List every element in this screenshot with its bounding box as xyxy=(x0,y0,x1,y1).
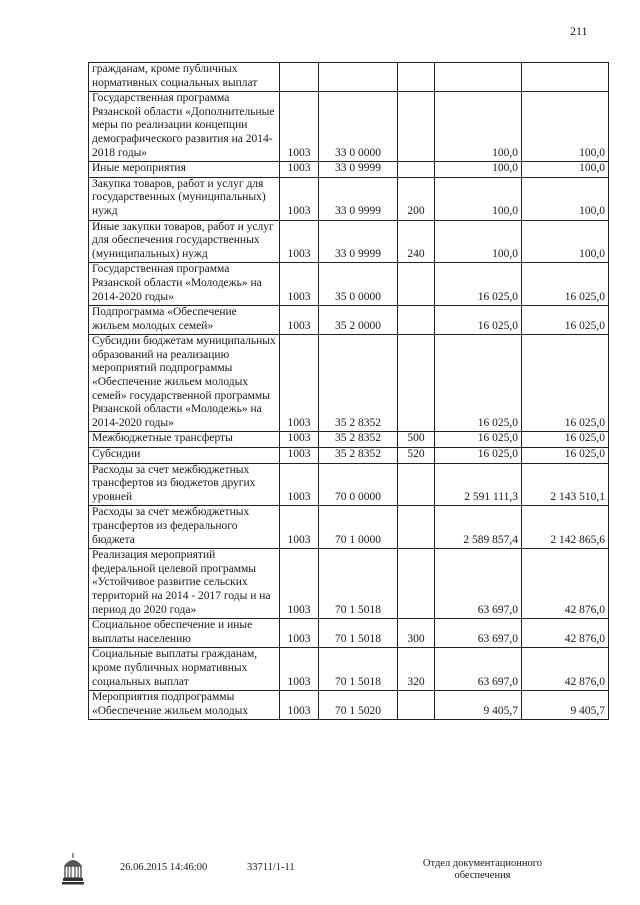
row-amount-2017-cell: 100,0 xyxy=(522,177,609,220)
row-section-code-cell: 1003 xyxy=(280,162,319,178)
table-row xyxy=(89,691,609,720)
row-amount-2017-cell: 16 025,0 xyxy=(522,432,609,448)
row-section-code-cell: 1003 xyxy=(280,306,319,335)
table-row xyxy=(89,619,609,648)
row-amount-2017-cell: 16 025,0 xyxy=(522,306,609,335)
row-section-code-cell xyxy=(280,63,319,92)
budget-table-body xyxy=(89,63,609,720)
row-name-cell: Закупка товаров, работ и услуг для государственных (муниципальных) нужд xyxy=(89,177,280,220)
row-amount-2017-cell: 16 025,0 xyxy=(522,335,609,432)
row-target-article-cell: 70 1 0000 xyxy=(319,506,398,549)
row-name-cell: Социальное обеспечение и иные выплаты населению xyxy=(89,619,280,648)
table-row xyxy=(89,432,609,448)
row-expense-type-cell xyxy=(398,335,435,432)
department-line-1: Отдел документационного xyxy=(422,858,543,869)
row-name-cell: Государственная программа Рязанской области «Молодежь» на 2014-2020 годы» xyxy=(89,263,280,306)
row-target-article-cell: 35 2 0000 xyxy=(319,306,398,335)
row-amount-2017-cell: 2 143 510,1 xyxy=(522,463,609,506)
row-expense-type-cell: 200 xyxy=(398,177,435,220)
row-section-code-cell: 1003 xyxy=(280,549,319,619)
row-target-article-cell: 33 0 9999 xyxy=(319,177,398,220)
row-amount-2016-cell: 100,0 xyxy=(435,220,522,263)
row-name-cell: Мероприятия подпрограммы «Обеспечение жильем молодых xyxy=(89,691,280,720)
table-row xyxy=(89,335,609,432)
row-name-cell: Субсидии бюджетам муниципальных образований на реализацию мероприятий подпрограммы «Обеспечение жильем молодых семей» государственной программы Рязанской области «Молодежь» на 2014-2020 годы» xyxy=(89,335,280,432)
row-amount-2017-cell: 42 876,0 xyxy=(522,549,609,619)
row-amount-2016-cell: 2 591 111,3 xyxy=(435,463,522,506)
row-name-cell: Государственная программа Рязанской области «Дополнительные меры по реализации концепции демографического развития на 2014-2018 годы» xyxy=(89,92,280,162)
row-amount-2016-cell: 16 025,0 xyxy=(435,448,522,464)
row-expense-type-cell xyxy=(398,506,435,549)
row-target-article-cell xyxy=(319,63,398,92)
row-expense-type-cell: 520 xyxy=(398,448,435,464)
table-row xyxy=(89,162,609,178)
row-amount-2016-cell: 63 697,0 xyxy=(435,549,522,619)
row-name-cell: Подпрограмма «Обеспечение жильем молодых семей» xyxy=(89,306,280,335)
row-section-code-cell: 1003 xyxy=(280,432,319,448)
row-amount-2016-cell: 100,0 xyxy=(435,177,522,220)
row-expense-type-cell xyxy=(398,263,435,306)
stamp-doc-number: 33711/1-11 xyxy=(247,862,295,873)
page-number: 211 xyxy=(570,24,588,38)
row-amount-2017-cell: 100,0 xyxy=(522,92,609,162)
row-amount-2017-cell: 16 025,0 xyxy=(522,448,609,464)
table-row xyxy=(89,263,609,306)
row-target-article-cell: 33 0 9999 xyxy=(319,220,398,263)
row-expense-type-cell xyxy=(398,63,435,92)
stamp-datetime: 26.06.2015 14:46:00 xyxy=(120,862,208,873)
row-amount-2016-cell xyxy=(435,63,522,92)
row-amount-2016-cell: 16 025,0 xyxy=(435,306,522,335)
row-amount-2016-cell: 100,0 xyxy=(435,162,522,178)
row-amount-2017-cell: 2 142 865,6 xyxy=(522,506,609,549)
row-section-code-cell: 1003 xyxy=(280,463,319,506)
row-section-code-cell: 1003 xyxy=(280,263,319,306)
table-row xyxy=(89,92,609,162)
row-target-article-cell: 35 2 8352 xyxy=(319,432,398,448)
row-expense-type-cell: 320 xyxy=(398,648,435,691)
row-amount-2016-cell: 100,0 xyxy=(435,92,522,162)
row-amount-2017-cell: 100,0 xyxy=(522,220,609,263)
table-row xyxy=(89,177,609,220)
row-amount-2017-cell: 9 405,7 xyxy=(522,691,609,720)
row-name-cell: Межбюджетные трансферты xyxy=(89,432,280,448)
row-name-cell: Субсидии xyxy=(89,448,280,464)
row-name-cell: гражданам, кроме публичных нормативных социальных выплат xyxy=(89,63,280,92)
row-expense-type-cell xyxy=(398,463,435,506)
row-amount-2016-cell: 63 697,0 xyxy=(435,648,522,691)
row-amount-2017-cell: 42 876,0 xyxy=(522,648,609,691)
row-amount-2016-cell: 16 025,0 xyxy=(435,263,522,306)
row-target-article-cell: 70 0 0000 xyxy=(319,463,398,506)
row-section-code-cell: 1003 xyxy=(280,220,319,263)
row-expense-type-cell xyxy=(398,306,435,335)
table-row xyxy=(89,306,609,335)
table-row xyxy=(89,63,609,92)
row-section-code-cell: 1003 xyxy=(280,648,319,691)
row-section-code-cell: 1003 xyxy=(280,506,319,549)
row-amount-2017-cell xyxy=(522,63,609,92)
table-row xyxy=(89,549,609,619)
row-expense-type-cell xyxy=(398,549,435,619)
row-name-cell: Социальные выплаты гражданам, кроме публичных нормативных социальных выплат xyxy=(89,648,280,691)
row-amount-2017-cell: 16 025,0 xyxy=(522,263,609,306)
department-stamp xyxy=(415,858,550,882)
row-target-article-cell: 33 0 0000 xyxy=(319,92,398,162)
row-section-code-cell: 1003 xyxy=(280,92,319,162)
row-amount-2017-cell: 42 876,0 xyxy=(522,619,609,648)
row-target-article-cell: 33 0 9999 xyxy=(319,162,398,178)
row-name-cell: Расходы за счет межбюджетных трансфертов из бюджетов других уровней xyxy=(89,463,280,506)
duma-emblem-icon xyxy=(60,852,86,886)
budget-table xyxy=(88,62,609,720)
row-amount-2016-cell: 9 405,7 xyxy=(435,691,522,720)
table-row xyxy=(89,463,609,506)
row-expense-type-cell xyxy=(398,162,435,178)
row-target-article-cell: 35 2 8352 xyxy=(319,335,398,432)
row-section-code-cell: 1003 xyxy=(280,619,319,648)
row-target-article-cell: 70 1 5018 xyxy=(319,549,398,619)
row-name-cell: Иные закупки товаров, работ и услуг для обеспечения государственных (муниципальных) нужд xyxy=(89,220,280,263)
row-name-cell: Иные мероприятия xyxy=(89,162,280,178)
row-amount-2016-cell: 16 025,0 xyxy=(435,335,522,432)
row-amount-2016-cell: 2 589 857,4 xyxy=(435,506,522,549)
table-row xyxy=(89,448,609,464)
row-amount-2016-cell: 63 697,0 xyxy=(435,619,522,648)
row-amount-2016-cell: 16 025,0 xyxy=(435,432,522,448)
table-row xyxy=(89,648,609,691)
row-section-code-cell: 1003 xyxy=(280,177,319,220)
row-expense-type-cell: 500 xyxy=(398,432,435,448)
row-expense-type-cell: 300 xyxy=(398,619,435,648)
row-target-article-cell: 70 1 5018 xyxy=(319,648,398,691)
row-target-article-cell: 70 1 5020 xyxy=(319,691,398,720)
row-name-cell: Расходы за счет межбюджетных трансфертов из федерального бюджета xyxy=(89,506,280,549)
row-amount-2017-cell: 100,0 xyxy=(522,162,609,178)
row-expense-type-cell xyxy=(398,691,435,720)
row-target-article-cell: 35 2 8352 xyxy=(319,448,398,464)
row-expense-type-cell xyxy=(398,92,435,162)
department-line-2: обеспечения xyxy=(454,870,511,881)
table-row xyxy=(89,506,609,549)
row-name-cell: Реализация мероприятий федеральной целевой программы «Устойчивое развитие сельских территорий на 2014 - 2017 годы и на период до 2020 года» xyxy=(89,549,280,619)
row-target-article-cell: 70 1 5018 xyxy=(319,619,398,648)
row-expense-type-cell: 240 xyxy=(398,220,435,263)
row-section-code-cell: 1003 xyxy=(280,448,319,464)
row-section-code-cell: 1003 xyxy=(280,335,319,432)
row-section-code-cell: 1003 xyxy=(280,691,319,720)
row-target-article-cell: 35 0 0000 xyxy=(319,263,398,306)
table-row xyxy=(89,220,609,263)
